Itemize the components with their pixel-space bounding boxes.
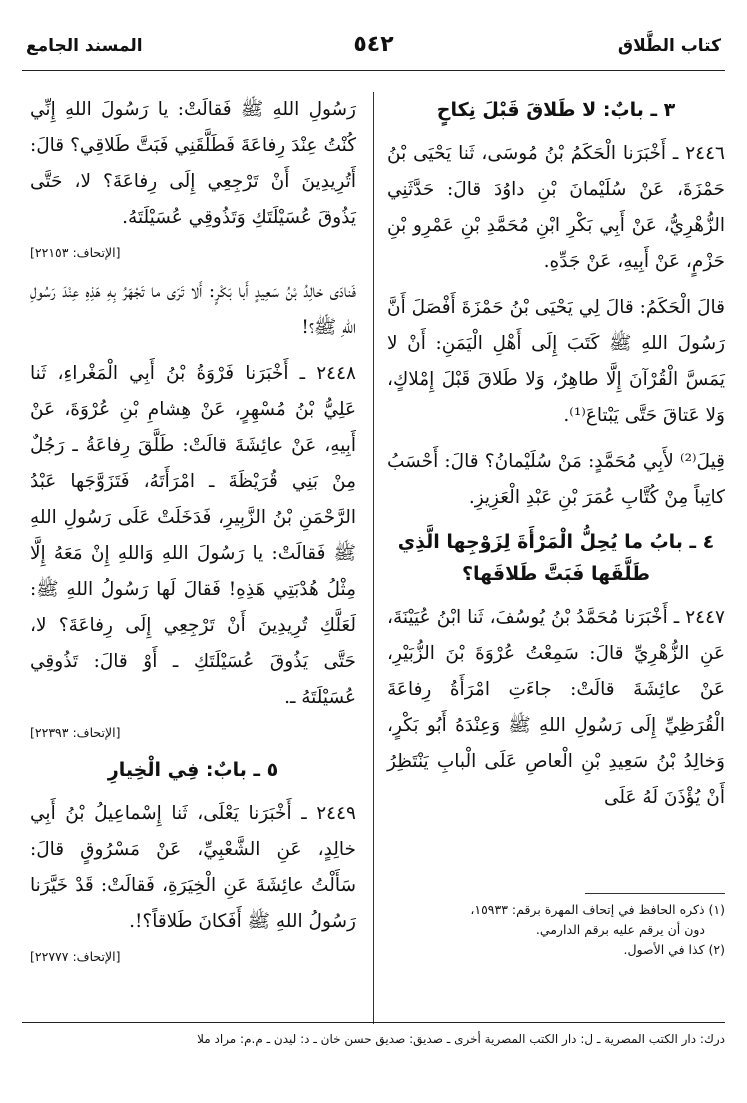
book-title: كتاب الطَّلاق bbox=[617, 36, 721, 56]
reference-tag: [الإتحاف: ٢٢٣٩٣] bbox=[30, 725, 121, 740]
collection-title: المسند الجامع bbox=[26, 36, 143, 56]
footnote-1: (١) ذكره الحافظ في إتحاف المهرة برقم: ١٥٩٣٣، bbox=[470, 902, 725, 917]
chapter-heading: ٣ ـ بابٌ: لا طَلاقَ قَبْلَ نِكاحٍ bbox=[436, 99, 676, 121]
column-divider bbox=[373, 92, 374, 1024]
page-number: ٥٤٢ bbox=[353, 32, 394, 57]
page-header bbox=[22, 30, 725, 71]
hadith-paragraph: ٢٤٤٧ ـ أَخْبَرَنا مُحَمَّدُ بْنُ يُوسُفَ، ثَنا ابْنُ عُيَيْنَةَ، عَنِ الزُّهْرِيِّ قالَ: سَمِعْتُ عُرْوَةَ بْنَ الزُّبَيْرِ، عَنْ عائِشَةَ قالَتْ: جاءَتِ امْرَأَةُ رِفاعَةَ الْقُرَظِيِّ إِلَى رَسُولِ اللهِ ﷺ وَعِنْدَهُ أَبُو بَكْرٍ، وَخالِدُ بْنُ سَعِيدِ بْنِ الْعاصِ عَلَى الْبابِ يَنْتَظِرُ أَنْ يُؤْذَنَ لَهُ عَلَى bbox=[387, 607, 725, 808]
text-paragraph: فَنادَى خالِدُ بْنُ سَعِيدٍ أَبا بَكْرٍ: أَلا تَرَى ما تَجْهَرُ بِهِ هَذِهِ عِنْدَ رَسُولِ اللهِ ﷺ؟! bbox=[30, 281, 356, 338]
text-paragraph: قالَ الْحَكَمُ: قالَ لِي يَحْيَى بْنُ حَمْزَةَ أَفْصَلَ أَنَّ رَسُولَ اللهِ ﷺ كَتَبَ إِلَى أَهْلِ الْيَمَنِ: أَنْ لا يَمَسَّ الْقُرْآنَ إِلَّا طاهِرٌ، وَلا طَلاقَ قَبْلَ إِمْلاكٍ، وَلا عَتاقَ حَتَّى يَبْتاعَ⁽¹⁾. bbox=[387, 297, 725, 426]
footnote-rule bbox=[585, 893, 725, 894]
reference-tag: [الإتحاف: ٢٢١٥٣] bbox=[30, 245, 121, 260]
reference-tag: [الإتحاف: ٢٢٧٧٧] bbox=[30, 949, 121, 964]
footer-sigla: درك: دار الكتب المصرية ـ ل: دار الكتب المصرية أخرى ـ صديق: صديق حسن خان ـ د: ليدن ـ م.م: مراد ملا bbox=[197, 1032, 725, 1046]
hadith-paragraph: ٢٤٤٨ ـ أَخْبَرَنا فَرْوَةُ بْنُ أَبِي الْمَغْراءِ، ثَنا عَلِيُّ بْنُ مُسْهِرٍ، عَنْ هِشامِ بْنِ عُرْوَةَ، عَنْ أَبِيهِ، عَنْ عائِشَةَ قالَتْ: طَلَّقَ رِفاعَةُ ـ رَجُلٌ مِنْ بَنِي قُرَيْظَةَ ـ امْرَأَتَهُ، فَتَزَوَّجَها عَبْدُ الرَّحْمَنِ بْنُ الزَّبِيرِ، فَدَخَلَتْ عَلَى رَسُولِ اللهِ ﷺ فَقالَتْ: يا رَسُولَ اللهِ وَاللهِ إِنْ مَعَهُ إِلَّا مِثْلُ هُدْبَتِي هَذِهِ! فَقالَ لَها رَسُولُ اللهِ ﷺ: لَعَلَّكِ تُرِيدِينَ أَنْ تَرْجِعِي إِلَى رِفاعَةَ؟ لا، حَتَّى يَذُوقَ عُسَيْلَتَكِ ـ أَوْ قالَ: تَذُوقِي عُسَيْلَتَهُ ـ. bbox=[30, 363, 356, 708]
text-paragraph: قِيلَ⁽²⁾ لأَبِي مُحَمَّدٍ: مَنْ سُلَيْمانُ؟ قالَ: أَحْسَبُ كاتِباً مِنْ كُتَّابِ عُمَرَ بْنِ عَبْدِ الْعَزِيزِ. bbox=[387, 451, 725, 508]
footnotes bbox=[387, 900, 725, 960]
chapter-heading: ٥ ـ بابٌ: فِي الْخِيارِ bbox=[107, 759, 279, 781]
chapter-heading: ٤ ـ بابُ ما يُحِلُّ الْمَرْأَةَ لِزَوْجِها الَّذِي طَلَّقَها فَبَتَّ طَلاقَها؟ bbox=[397, 531, 715, 585]
right-column bbox=[387, 92, 725, 826]
hadith-paragraph: ٢٤٤٦ ـ أَخْبَرَنا الْحَكَمُ بْنُ مُوسَى، ثَنا يَحْيَى بْنُ حَمْزَةَ، عَنْ سُلَيْمانَ بْنِ داوُدَ قالَ: حَدَّثَنِي الزُّهْرِيُّ، عَنْ أَبِي بَكْرِ ابْنِ مُحَمَّدِ بْنِ عَمْرِو بْنِ حَزْمٍ، عَنْ أَبِيهِ، عَنْ جَدِّهِ. bbox=[387, 143, 725, 272]
text-paragraph: رَسُولِ اللهِ ﷺ فَقالَتْ: يا رَسُولَ اللهِ إِنِّي كُنْتُ عِنْدَ رِفاعَةَ فَطَلَّقَنِي فَبَتَّ طَلاقِي؟ قالَ: أَتُرِيدِينَ أَنْ تَرْجِعِي إِلَى رِفاعَةَ؟ لا، حَتَّى يَذُوقَ عُسَيْلَتَكِ وَتَذُوقِي عُسَيْلَتَهُ. bbox=[30, 99, 356, 228]
footnote-2: (٢) كذا في الأصول. bbox=[623, 942, 725, 957]
footnote-1-continuation: دون أن يرقم عليه برقم الدارمي. bbox=[535, 922, 705, 937]
hadith-paragraph: ٢٤٤٩ ـ أَخْبَرَنا يَعْلَى، ثَنا إِسْماعِيلُ بْنُ أَبِي خالِدٍ، عَنِ الشَّعْبِيِّ، عَنْ مَسْرُوقٍ قالَ: سَأَلْتُ عائِشَةَ عَنِ الْخِيَرَةِ، فَقالَتْ: قَدْ خَيَّرَنا رَسُولُ اللهِ ﷺ أَفَكانَ طَلاقاً؟!. bbox=[30, 803, 356, 932]
left-column bbox=[30, 92, 356, 978]
footer-rule bbox=[22, 1022, 725, 1023]
